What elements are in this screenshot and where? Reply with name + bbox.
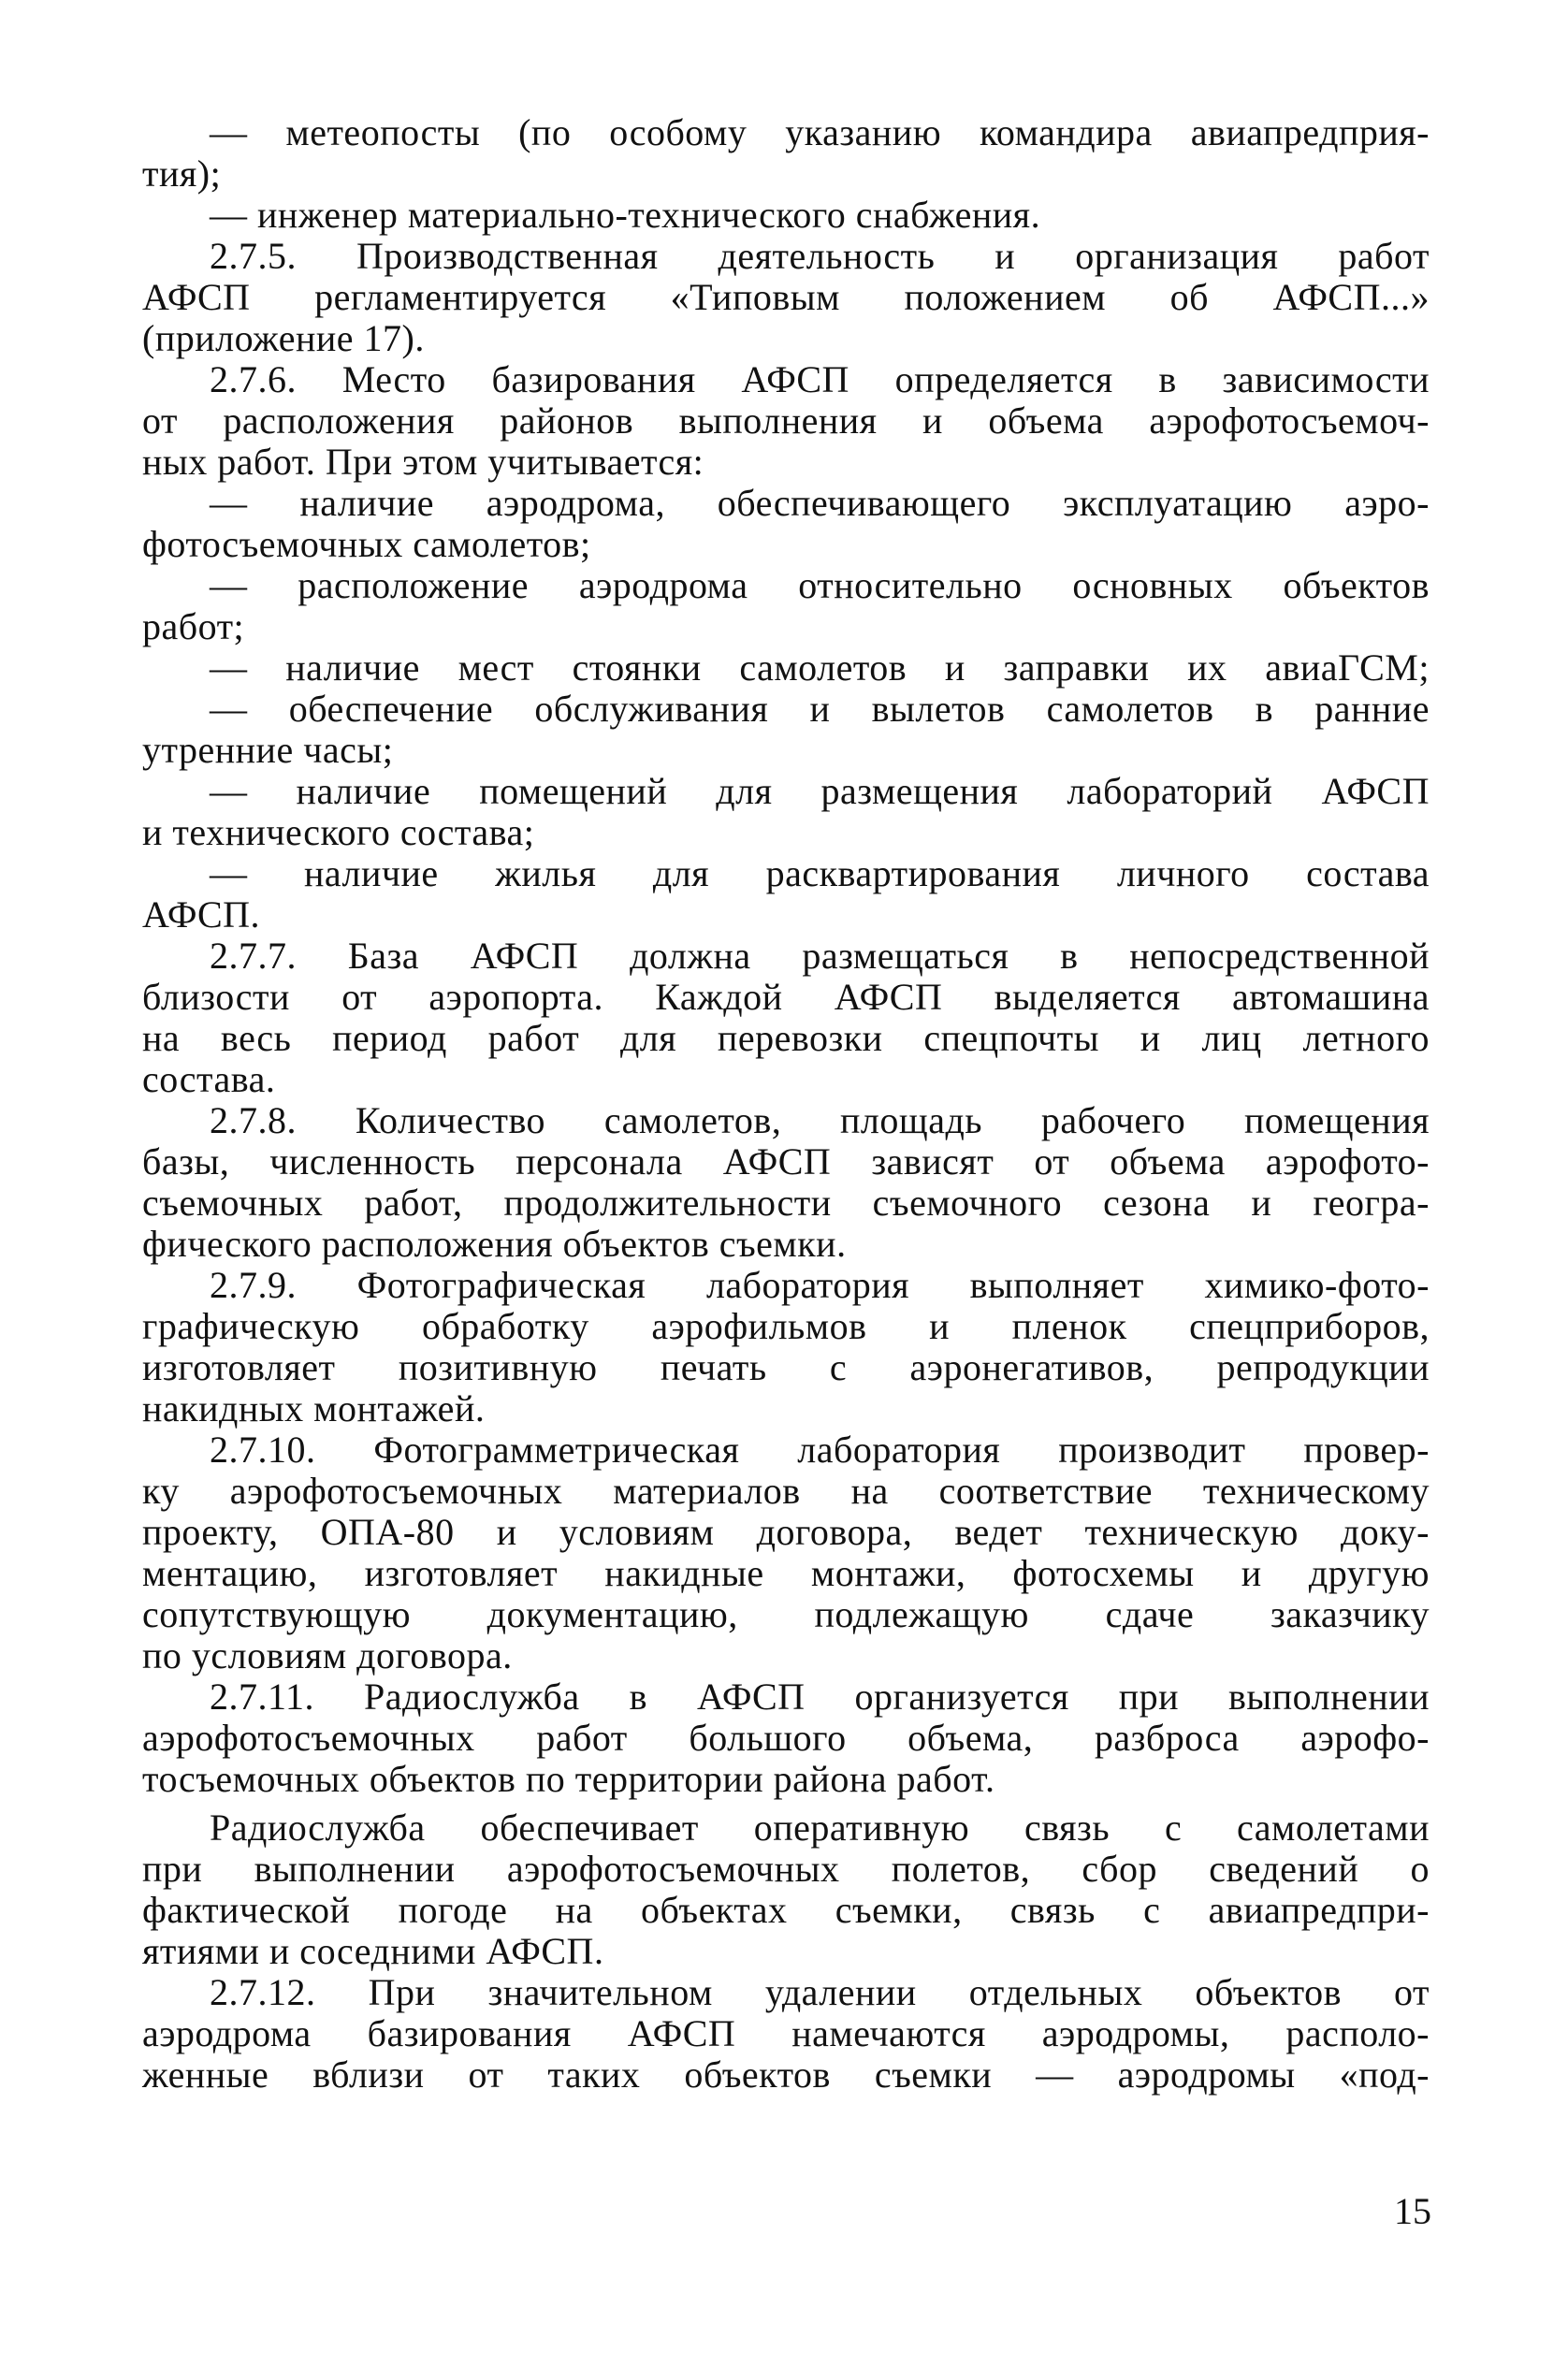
text-line: съемочных работ, продолжительности съемочного сезона и геогра- [142, 1182, 1430, 1224]
text-line: работ; [142, 605, 245, 647]
text-line: графическую обработку аэрофильмов и пленок спецприборов, [142, 1305, 1430, 1347]
text-line: 2.7.9. Фотографическая лаборатория выполняет химико-фото- [210, 1264, 1430, 1306]
text-line: — наличие помещений для размещения лабораторий АФСП [210, 770, 1430, 812]
text-line: 2.7.12. При значительном удалении отдельных объектов от [210, 1971, 1430, 2013]
page-body [142, 112, 1430, 2096]
text-line: ку аэрофотосъемочных материалов на соответствие техническому [142, 1470, 1430, 1512]
text-line: базы, численность персонала АФСП зависят от объема аэрофото- [142, 1140, 1430, 1182]
text-line: — наличие жилья для расквартирования личного состава [210, 852, 1430, 894]
text-line: близости от аэропорта. Каждой АФСП выделяется автомашина [142, 976, 1430, 1018]
text-line: 2.7.5. Производственная деятельность и организация работ [210, 235, 1430, 277]
text-line: состава. [142, 1058, 276, 1100]
text-line: ятиями и соседними АФСП. [142, 1930, 604, 1972]
text-line: ных работ. При этом учитывается: [142, 441, 704, 483]
text-line: от расположения районов выполнения и объема аэрофотосъемоч- [142, 399, 1430, 442]
text-line: при выполнении аэрофотосъемочных полетов, сбор сведений о [142, 1848, 1430, 1890]
text-line: фического расположения объектов съемки. [142, 1223, 847, 1265]
text-line: проекту, ОПА-80 и условиям договора, ведет техническую доку- [142, 1511, 1430, 1553]
page-number: 15 [1394, 2190, 1431, 2232]
text-line: 2.7.11. Радиослужба в АФСП организуется при выполнении [210, 1676, 1430, 1718]
text-line: — наличие мест стоянки самолетов и заправки их авиаГСМ; [210, 646, 1430, 689]
text-line: 2.7.8. Количество самолетов, площадь рабочего помещения [210, 1099, 1430, 1141]
text-line: АФСП. [142, 893, 261, 936]
text-line: (приложение 17). [142, 317, 425, 359]
text-line: тосъемочных объектов по территории района работ. [142, 1758, 995, 1800]
text-line: 2.7.6. Место базирования АФСП определяется в зависимости [210, 358, 1430, 400]
text-line: накидных монтажей. [142, 1387, 486, 1429]
text-line: аэродрома базирования АФСП намечаются аэродромы, располо- [142, 2012, 1430, 2054]
text-line: и технического состава; [142, 811, 535, 853]
text-line: тия); [142, 152, 222, 195]
text-line: ментацию, изготовляет накидные монтажи, фотосхемы и другую [142, 1552, 1430, 1594]
text-line: утренние часы; [142, 729, 394, 771]
text-line: фактической погоде на объектах съемки, связь с авиапредпри- [142, 1889, 1430, 1931]
text-line: — обеспечение обслуживания и вылетов самолетов в ранние [210, 688, 1430, 730]
text-line: по условиям договора. [142, 1634, 513, 1676]
text-line: на весь период работ для перевозки спецпочты и лиц летного [142, 1017, 1430, 1059]
text-line: 2.7.7. База АФСП должна размещаться в непосредственной [210, 935, 1430, 977]
text-line: фотосъемочных самолетов; [142, 523, 591, 565]
text-line: 2.7.10. Фотограмметрическая лаборатория производит провер- [210, 1429, 1430, 1471]
text-line: — метеопосты (по особому указанию командира авиапредприя- [210, 111, 1430, 153]
text-line: Радиослужба обеспечивает оперативную связь с самолетами [210, 1806, 1430, 1849]
text-line: АФСП регламентируется «Типовым положением об АФСП...» [142, 276, 1430, 318]
text-line: изготовляет позитивную печать с аэронегативов, репродукции [142, 1346, 1430, 1388]
text-line: — инженер материально-технического снабжения. [210, 194, 1041, 236]
text-line: сопутствующую документацию, подлежащую сдаче заказчику [142, 1593, 1430, 1635]
text-line: аэрофотосъемочных работ большого объема, разброса аэрофо- [142, 1717, 1430, 1759]
text-line: женные вблизи от таких объектов съемки — аэродромы «под- [142, 2053, 1430, 2096]
text-line: — расположение аэродрома относительно основных объектов [210, 564, 1430, 606]
text-line: — наличие аэродрома, обеспечивающего эксплуатацию аэро- [210, 482, 1430, 524]
